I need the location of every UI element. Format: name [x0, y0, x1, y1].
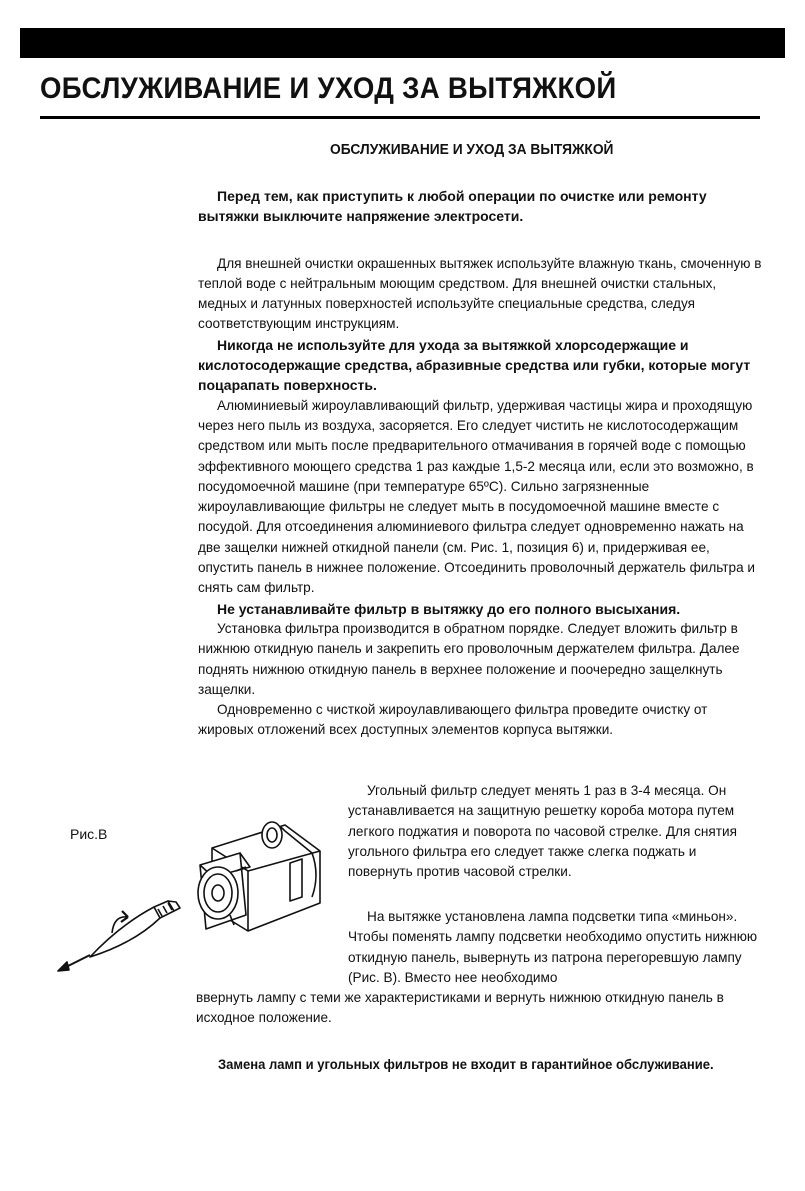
- carbon-filter-block: [348, 781, 762, 882]
- aluminium-filter-paragraph: Алюминиевый жироулавливающий фильтр, удерживая частицы жира и проходящую через него пыль из воздуха, засоряется. Его следует чистить не кислотосодержащим средством или мыть после предварительного отмачивания в горячей воде с помощью эффективного моющего средства 1 раз каждые 1,5-2 месяца или, если это возможно, в посудомоечной машине (при температуре 65ºС). Сильно загрязненные жироулавливающие фильтры не следует мыть в посудомоечной машине вместе с посудой. Для отсоединения алюминиевого фильтра следует одновременно нажать на две защелки нижней откидной панели (см. Рис. 1, позиция 6) и, придерживая ее, опустить панель в нижнее положение. Отсоединить проволочный держатель фильтра и снять сам фильтр.: [198, 397, 756, 596]
- lamp-paragraph-part2: ввернуть лампу с теми же характеристиками и вернуть нижнюю откидную панель в исходное положение.: [196, 990, 724, 1026]
- exterior-cleaning-paragraph: Для внешней очистки окрашенных вытяжек используйте влажную ткань, смоченную в теплой воде с нейтральным моющим средством. Для внешней очистки стальных, медных и латунных поверхностей используйте специальные средства, следуя соответствующим инструкциям.: [198, 255, 762, 332]
- page-title: ОБСЛУЖИВАНИЕ И УХОД ЗА ВЫТЯЖКОЙ: [40, 72, 617, 105]
- section-heading: ОБСЛУЖИВАНИЕ И УХОД ЗА ВЫТЯЖКОЙ: [330, 142, 614, 158]
- lamp-paragraph-part1: На вытяжке установлена лампа подсветки типа «миньон». Чтобы поменять лампу подсветки необходимо опустить нижнюю откидную панель, вывернуть из патрона перегоревшую лампу (Рис. В). Вместо нее необходимо: [348, 909, 758, 985]
- bulb-drawing: [90, 901, 180, 957]
- lamp-housing-drawing: [198, 822, 320, 931]
- main-text-column: [198, 186, 763, 741]
- title-underline: [40, 116, 760, 119]
- header-black-bar: [20, 28, 785, 58]
- lamp-replacement-illustration: [50, 805, 340, 980]
- warranty-note: Замена ламп и угольных фильтров не входит в гарантийное обслуживание.: [218, 1056, 714, 1072]
- chlorine-warning: Никогда не используйте для ухода за вытяжкой хлорсодержащие и кислотосодержащие средства, абразивные средства или губки, которые могут поцарапать поверхность.: [198, 336, 751, 394]
- power-off-warning: Перед тем, как приступить к любой операции по очистке или ремонту вытяжки выключите напряжение электросети.: [198, 188, 707, 225]
- filter-install-paragraph: Установка фильтра производится в обратном порядке. Следует вложить фильтр в нижнюю откидную панель и закрепить его проволочным держателем фильтра. Далее поднять нижнюю откидную панель в верхнее положение и поочередно защелкнуть защелки.: [198, 620, 740, 697]
- lamp-block: [348, 907, 762, 988]
- dry-filter-warning: Не устанавливайте фильтр в вытяжку до его полного высыхания.: [217, 600, 681, 617]
- body-cleaning-paragraph: Одновременно с чисткой жироулавливающего фильтра проведите очистку от жировых отложений всех доступных элементов корпуса вытяжки.: [198, 702, 708, 738]
- lamp-tail-block: [196, 988, 766, 1029]
- figure-label: Рис.В: [70, 826, 108, 842]
- carbon-filter-paragraph: Угольный фильтр следует менять 1 раз в 3-4 месяца. Он устанавливается на защитную решетку короба мотора путем легкого поджатия и поворота по часовой стрелке. Для снятия угольного фильтра его следует также слегка поджать и повернуть против часовой стрелки.: [348, 783, 737, 880]
